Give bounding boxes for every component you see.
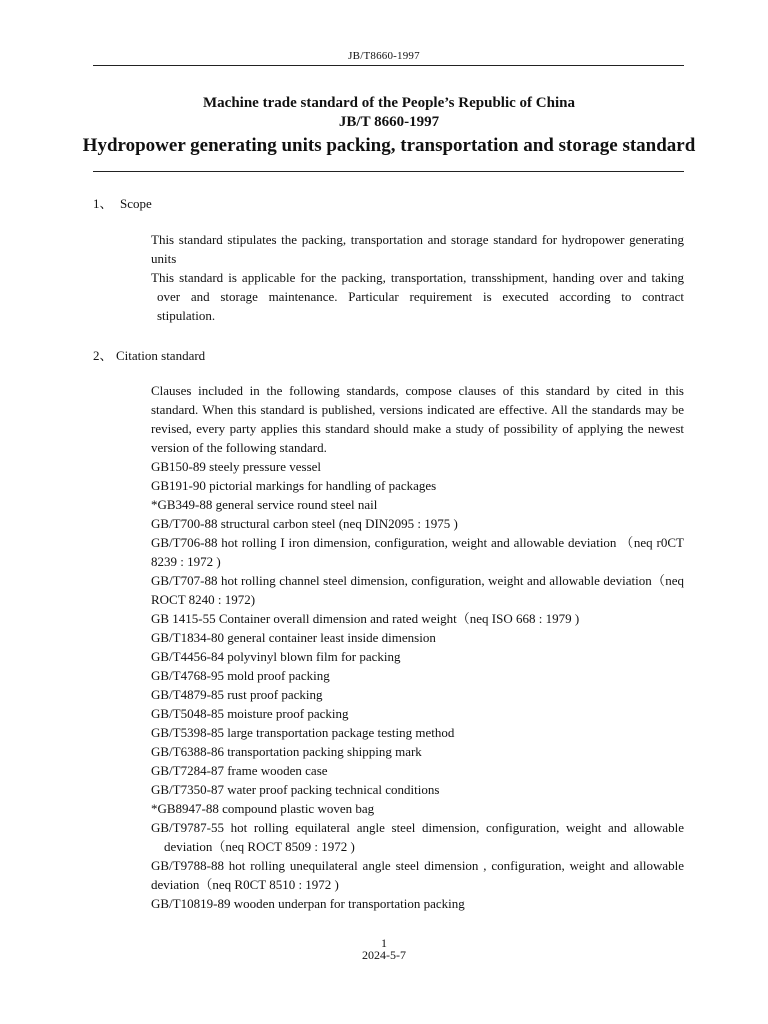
scope-paragraph-2 [151,268,684,287]
citation-item-10819: GB/T10819-89 wooden underpan for transportation packing [151,896,465,911]
citation-item: GB/T6388-86 transportation packing shipping mark [151,744,422,759]
citation-item: GB/T707-88 hot rolling channel steel dimension, configuration, weight and allowable deviation（neq ROCT 8240 : 1972) [151,573,684,607]
citation-item: GB/T700-88 structural carbon steel (neq DIN2095 : 1975 ) [151,516,458,531]
citation-item: GB/T4879-85 rust proof packing [151,687,323,702]
citation-item: *GB349-88 general service round steel nail [151,497,378,512]
citation-item-9787-cont: deviation（neq ROCT 8509 : 1972 ) [164,839,355,854]
citation-item: GB/T5398-85 large transportation package testing method [151,725,455,740]
title-rule [93,171,684,172]
scope-paragraph-2-line-2: over and storage maintenance. Particular requirement is executed according to contract [157,289,684,304]
section-title: Citation standard [116,348,206,363]
citation-item-9787: GB/T9787-55 hot rolling equilateral angle steel dimension, configuration, weight and allowable [151,820,684,835]
section-title: Scope [120,196,152,211]
header-rule [93,65,684,66]
scope-paragraph-2-cont [151,287,684,306]
title-standard-number: JB/T 8660-1997 [338,114,440,130]
citation-item: GB150-89 steely pressure vessel [151,459,322,474]
citation-item: GB191-90 pictorial markings for handling of packages [151,478,437,493]
title-organization: Machine trade standard of the People’s Republic of China [203,95,575,111]
section-heading-citation [93,345,205,364]
citation-item: GB/T5048-85 moisture proof packing [151,706,349,721]
citation-item: GB/T7284-87 frame wooden case [151,763,328,778]
citation-item: GB/T7350-87 water proof packing technical conditions [151,782,440,797]
footer-date: 2024-5-7 [362,948,406,962]
citation-item: GB/T706-88 hot rolling I iron dimension, configuration, weight and allowable deviation （neq r0CT 8239 : 1972 ) [151,535,684,569]
document-title: Hydropower generating units packing, transportation and storage standard [82,135,696,156]
citation-intro: Clauses included in the following standards, compose clauses of this standard by cited in this standard. When this standard is published, versions indicated are effective. All the standards may be revised, every party applies this standard should make a study of possibility of applying the newest version of the following standard. [151,383,684,455]
scope-body [151,230,684,325]
citation-body [151,381,684,913]
citation-item: GB/T1834-80 general container least inside dimension [151,630,436,645]
citation-item-9788: GB/T9788-88 hot rolling unequilateral angle steel dimension , configuration, weight and allowable deviation（neq R0CT 8510 : 1972 ) [151,858,684,892]
scope-paragraph-2-end [151,306,684,325]
scope-paragraph-2-line-1: This standard is applicable for the packing, transportation, transshipment, handing over and taking [151,270,684,285]
section-number: 1、 [93,196,113,211]
citation-item: GB 1415-55 Container overall dimension and rated weight（neq ISO 668 : 1979 ) [151,611,580,626]
section-number: 2、 [93,348,113,363]
scope-paragraph-2-line-3: stipulation. [157,308,216,323]
section-heading-scope [93,193,152,212]
title-block [60,94,718,159]
scope-paragraph-1: This standard stipulates the packing, transportation and storage standard for hydropower generating units [151,232,684,266]
citation-item: GB/T4768-95 mold proof packing [151,668,330,683]
page-number: 1 [381,936,387,950]
running-header: JB/T8660-1997 [348,50,420,62]
citation-item: *GB8947-88 compound plastic woven bag [151,801,375,816]
citation-item: GB/T4456-84 polyvinyl blown film for packing [151,649,401,664]
